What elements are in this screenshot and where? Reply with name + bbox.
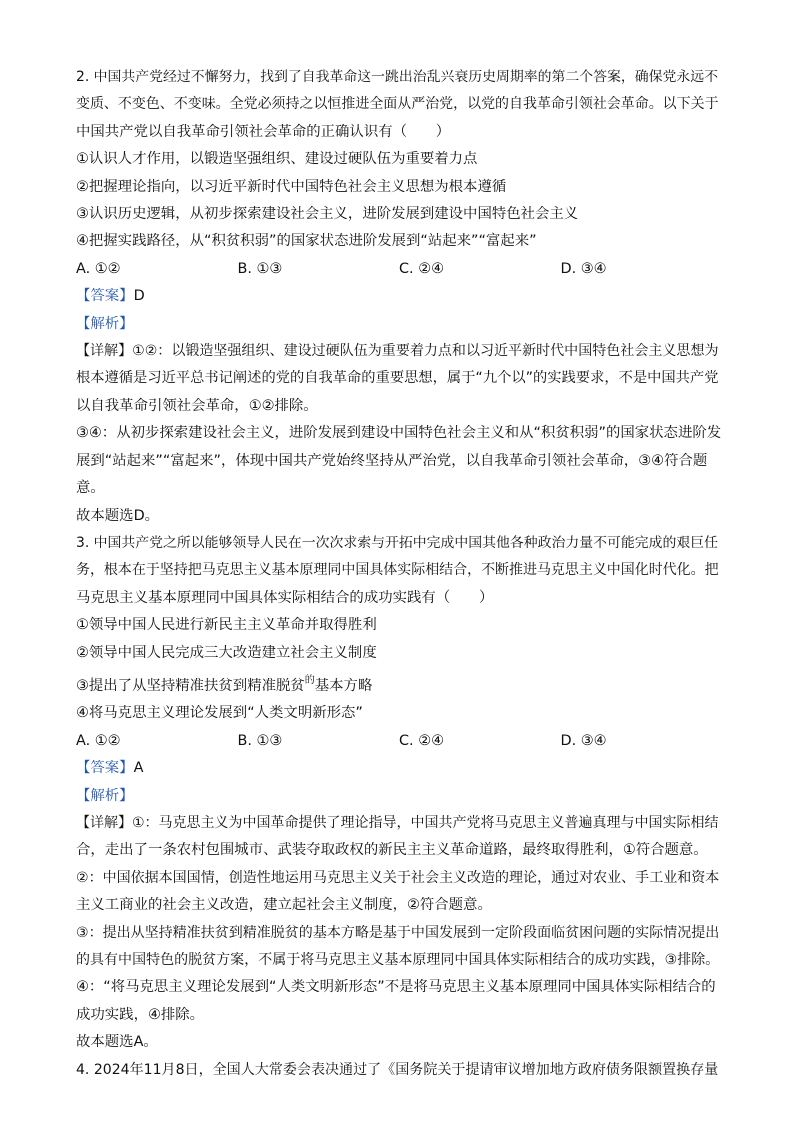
statement-item: ①认识人才作用，以锻造坚强组织、建设过硬队伍为重要着力点 [76, 151, 478, 168]
superscript-char: 的 [304, 674, 315, 686]
question-stem-line: 中国共产党以自我革命引领社会革命的正确认识有（ ） [76, 123, 451, 140]
answer-line [76, 283, 722, 310]
detail-line: ④：“将马克思主义理论发展到“人类文明新形态”不是将马克思主义基本原理同中国具体实际相结合的 [76, 979, 716, 996]
detail-line: ③：提出从坚持精准扶贫到精准脱贫的基本方略是基于中国发展到一定阶段面临贫困问题的实际情况提出 [76, 924, 720, 941]
option-d: D. ③④ [560, 732, 607, 749]
detail-tag: 【详解】 [76, 343, 133, 360]
option-d: D. ③④ [560, 260, 607, 277]
statement-item: ②把握理论指向，以习近平新时代中国特色社会主义思想为根本遵循 [76, 178, 507, 195]
answer-value: A [133, 760, 144, 777]
option-a: A. ①② [76, 732, 121, 749]
detail-tag: 【详解】 [76, 814, 132, 831]
question-stem-line: 2. 中国共产党经过不懈努力，找到了自我革命这一跳出治乱兴衰历史周期率的第二个答案，确保党永远不 [76, 69, 719, 85]
detail-line: 以自我革命引领社会革命，①②排除。 [76, 397, 318, 414]
analysis-tag: 【解析】 [76, 787, 134, 804]
option-b: B. ①③ [237, 260, 283, 277]
question-stem-line: 3. 中国共产党之所以能够领导人民在一次次求索与开拓中完成中国其他各种政治力量不可能完成的艰巨任 [76, 534, 719, 551]
analysis-tag: 【解析】 [76, 315, 134, 332]
statement-item: ①领导中国人民进行新民主主义革命并取得胜利 [76, 617, 377, 634]
question-2 [76, 64, 722, 530]
conclusion-line: 故本题选D。 [76, 507, 160, 524]
question-3 [76, 530, 722, 1057]
statement-item [76, 667, 722, 700]
document-content [76, 64, 722, 1084]
detail-line [76, 338, 722, 365]
detail-line: ②：中国依据本国国情，创造性地运用马克思主义关于社会主义改造的理论，通过对农业、手工业和资本 [76, 869, 720, 886]
detail-line: 意。 [76, 480, 105, 497]
question-stem-line: 马克思主义基本原理同中国具体实际相结合的成功实践有（ ） [76, 589, 494, 606]
analysis-line [76, 311, 722, 338]
detail-line [76, 810, 722, 837]
question-stem-line: 4. 2024年11月8日，全国人大常委会表决通过了《国务院关于提请审议增加地方政府债务限额置换存量 [76, 1061, 719, 1078]
option-b: B. ①③ [237, 732, 283, 749]
detail-line: 主义工商业的社会主义改造，建立起社会主义制度，②符合题意。 [76, 897, 492, 914]
detail-line: 合，走出了一条农村包围城市、武装夺取政权的新民主主义革命道路，最终取得胜利，①符合题意。 [76, 842, 708, 859]
detail-line: 根本遵循是习近平总书记阐述的党的自我革命的重要思想，属于“九个以”的实践要求，不是中国共产党 [76, 370, 719, 387]
option-c: C. ②④ [399, 260, 444, 277]
question-4 [76, 1057, 722, 1084]
detail-text: ①②：以锻造坚强组织、建设过硬队伍为重要着力点和以习近平新时代中国特色社会主义思想为 [132, 343, 719, 360]
detail-line: 的具有中国特色的脱贫方案，不属于将马克思主义基本原理同中国具体实际相结合的成功实践，③排除。 [76, 952, 720, 968]
detail-line: 成功实践，④排除。 [76, 1006, 205, 1023]
detail-text: ①：马克思主义为中国革命提供了理论指导，中国共产党将马克思主义普遍真理与中国实际相结 [132, 814, 719, 831]
option-c: C. ②④ [399, 732, 444, 749]
analysis-line [76, 783, 722, 810]
answer-value: D [133, 288, 145, 305]
answer-tag: 【答案】 [76, 760, 134, 777]
answer-options [76, 728, 722, 755]
conclusion-line: 故本题选A。 [76, 1034, 158, 1051]
statement-item: ④把握实践路径，从“积贫积弱”的国家状态进阶发展到“站起来”“富起来” [76, 233, 537, 250]
statement-item: ②领导中国人民完成三大改造建立社会主义制度 [76, 644, 377, 661]
statement-text: 基本方略 [314, 677, 373, 694]
question-stem-line: 务，根本在于坚持把马克思主义基本原理同中国具体实际相结合，不断推进马克思主义中国化时代化。把 [76, 562, 719, 579]
answer-line [76, 755, 722, 782]
statement-text: ③提出了从坚持精准扶贫到精准脱贫 [76, 677, 305, 694]
option-a: A. ①② [76, 260, 121, 277]
answer-options [76, 256, 722, 283]
statement-item: ③认识历史逻辑，从初步探索建设社会主义，进阶发展到建设中国特色社会主义 [76, 206, 579, 223]
detail-line: ③④：从初步探索建设社会主义，进阶发展到建设中国特色社会主义和从“积贫积弱”的国家状态进阶发 [76, 425, 722, 442]
statement-item: ④将马克思主义理论发展到“人类文明新形态” [76, 705, 363, 722]
question-stem-line: 变质、不变色、不变味。全党必须持之以恒推进全面从严治党，以党的自我革命引领社会革命。以下关于 [76, 96, 719, 113]
answer-tag: 【答案】 [76, 288, 134, 305]
detail-line: 展到“站起来”“富起来”，体现中国共产党始终坚持从严治党，以自我革命引领社会革命，③④符合题 [76, 452, 708, 469]
